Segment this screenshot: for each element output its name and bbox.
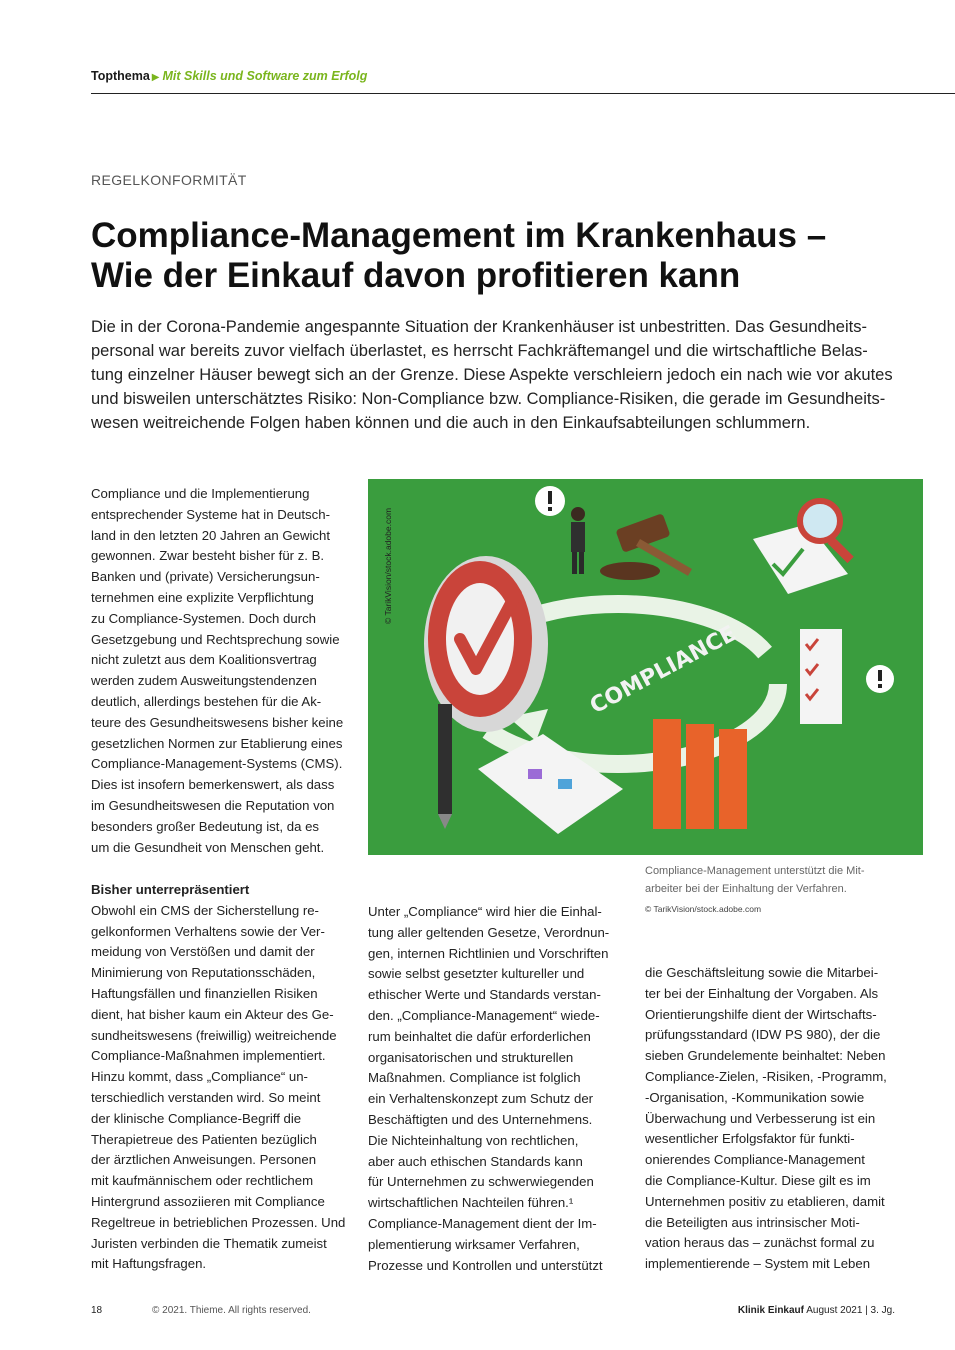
body-line: im Gesundheitswesen die Reputation von	[91, 797, 335, 813]
body-line: deutlich, allerdings bestehen für die Ak-	[91, 693, 322, 709]
column-1-section	[91, 880, 346, 1275]
body-line: Compliance-Management-Systems (CMS).	[91, 756, 343, 772]
body-line: land in den letzten 20 Jahren an Gewicht	[91, 527, 330, 543]
binders-icon	[653, 719, 747, 829]
body-line: Haftungsfällen und finanziellen Risiken	[91, 985, 318, 1001]
issue-info: August 2021 | 3. Jg.	[806, 1305, 895, 1316]
body-line: implementierende – System mit Leben	[645, 1256, 871, 1272]
body-line: Gesetzgebung und Rechtsprechung sowie	[91, 631, 340, 647]
lead-line: und bisweilen unterschätztes Risiko: Non-Compliance bzw. Compliance-Risiken, die gerade im Gesundheits-	[91, 390, 886, 408]
body-line: plementierung wirksamer Verfahren,	[368, 1236, 580, 1252]
body-line: onierendes Compliance-Management	[645, 1152, 865, 1168]
body-line: Hinzu kommt, dass „Compliance“ un-	[91, 1069, 308, 1085]
body-line: gewonnen. Zwar besteht bisher für z. B.	[91, 548, 325, 564]
illustration-svg	[368, 479, 923, 855]
body-line: ternehmen eine explizite Verpflichtung	[91, 589, 314, 605]
body-line: dient, hat bisher kaum ein Akteur des Ge-	[91, 1006, 334, 1022]
body-line: -Organisation, -Kommunikation sowie	[645, 1089, 865, 1105]
body-line: gen, internen Richtlinien und Vorschriften	[368, 945, 609, 961]
checklist-icon	[800, 629, 842, 724]
body-line: Prozesse und Kontrollen und unterstützt	[368, 1257, 603, 1273]
body-line: ter bei der Einhaltung der Vorgaben. Als	[645, 985, 879, 1001]
body-line: die Compliance-Kultur. Diese gilt es im	[645, 1172, 871, 1188]
column-3	[645, 963, 897, 1275]
body-line: zu Compliance-Systemen. Doch durch	[91, 610, 317, 626]
body-line: der klinische Compliance-Begriff die	[91, 1110, 302, 1126]
body-line: Minimierung von Reputationsschäden,	[91, 965, 316, 981]
body-line: Banken und (private) Versicherungsun-	[91, 569, 320, 585]
body-line: um die Gesundheit von Menschen geht.	[91, 839, 325, 855]
figure-caption	[645, 862, 900, 918]
body-line: ethischer Werte und Standards verstan-	[368, 987, 601, 1003]
body-line: rum beinhaltet die dafür erforderlichen	[368, 1028, 591, 1044]
article-title	[91, 216, 911, 296]
alert-bubble-icon	[535, 486, 565, 516]
title-line: Wie der Einkauf davon profitieren kann	[91, 256, 741, 295]
body-line: organisatorischen und strukturellen	[368, 1049, 574, 1065]
section-name: Topthema	[91, 69, 150, 83]
body-line: sundheitswesens (freiwillig) weitreichende	[91, 1027, 337, 1043]
credit-text: © TarikVision/stock.adobe.com	[383, 507, 393, 624]
caption-line: arbeiter bei der Einhaltung der Verfahren.	[645, 883, 847, 895]
alert-bubble-icon	[866, 665, 894, 693]
copyright: © 2021. Thieme. All rights reserved.	[152, 1305, 311, 1316]
lead-line: personal war bereits zuvor vielfach überlastet, es herrscht Fachkräftemangel und die wirtschaftliche Belas-	[91, 342, 868, 360]
body-line: entsprechender Systeme hat in Deutsch-	[91, 506, 330, 522]
compliance-illustration	[368, 479, 923, 855]
column-2	[368, 902, 618, 1276]
body-line: terschiedlich verstanden wird. So meint	[91, 1089, 321, 1105]
caption-credit: © TarikVision/stock.adobe.com	[645, 904, 762, 914]
image-credit-vertical	[373, 484, 393, 624]
body-line: Unternehmen positiv zu etablieren, damit	[645, 1193, 885, 1209]
body-line: nicht zuletzt aus dem Koalitionsvertrag	[91, 652, 317, 668]
arrow-icon: ▶	[151, 72, 160, 83]
body-line: Orientierungshilfe dient der Wirtschafts-	[645, 1006, 877, 1022]
body-line: der ärztlichen Anweisungen. Personen	[91, 1152, 317, 1168]
header-rule	[91, 93, 955, 94]
lead-line: tung einzelner Häuser bewegt sich an der Grenze. Diese Aspekte verschleiern jedoch ein nach wie vor akutes	[91, 366, 893, 384]
body-line: Überwachung und Verbesserung ist ein	[645, 1110, 876, 1126]
body-line: Die Nichteinhaltung von rechtlichen,	[368, 1132, 579, 1148]
body-line: aber auch ethischen Standards kann	[368, 1153, 583, 1169]
body-line: werden zudem Ausweitungstendenzen	[91, 673, 317, 689]
body-line: die Beteiligten aus intrinsischer Moti-	[645, 1214, 860, 1230]
body-line: prüfungsstandard (IDW PS 980), der die	[645, 1027, 881, 1043]
body-line: gelkonformen Verhaltens sowie der Ver-	[91, 923, 325, 939]
body-line: Compliance und die Implementierung	[91, 486, 310, 501]
body-line: Hintergrund assoziieren mit Compliance	[91, 1193, 325, 1209]
body-line: besonders großer Bedeutung ist, da es	[91, 818, 319, 834]
body-line: sowie selbst gesetzter kultureller und	[368, 966, 585, 982]
compliance-banner-text: COMPLIANCE	[586, 621, 741, 720]
title-line: Compliance-Management im Krankenhaus –	[91, 216, 827, 255]
body-line: tung aller geltenden Gesetze, Verordnun-	[368, 924, 610, 940]
body-line: den. „Compliance-Management“ wiede-	[368, 1007, 600, 1023]
lead-line: Die in der Corona-Pandemie angespannte Situation der Krankenhäuser ist unbestritten. Das Gesundheits-	[91, 318, 867, 336]
body-line: Unter „Compliance“ wird hier die Einhal-	[368, 904, 602, 919]
body-line: Maßnahmen. Compliance ist folglich	[368, 1070, 581, 1086]
body-line: meidung von Verstößen und damit der	[91, 944, 315, 960]
column-1-intro	[91, 484, 343, 858]
running-header	[91, 69, 367, 83]
body-line: Compliance-Management dient der Im-	[368, 1215, 597, 1231]
lead-paragraph	[91, 315, 901, 435]
body-line: gesetzlichen Normen zur Etablierung eines	[91, 735, 343, 751]
body-line: teure des Gesundheitswesens bisher keine	[91, 714, 344, 730]
body-line: ein Verhaltenskonzept zum Schutz der	[368, 1091, 594, 1107]
kicker: REGELKONFORMITÄT	[91, 172, 247, 188]
lead-line: wesen weitreichende Folgen haben können und die auch in den Einkaufsabteilungen schlummern.	[91, 414, 811, 432]
body-line: Juristen verbinden die Thematik zumeist	[91, 1235, 327, 1251]
body-line: Obwohl ein CMS der Sicherstellung re-	[91, 902, 319, 918]
body-line: vation heraus das – zunächst formal zu	[645, 1235, 875, 1251]
magazine-info	[738, 1305, 895, 1316]
body-line: Compliance-Maßnahmen implementiert.	[91, 1048, 326, 1064]
magazine-name: Klinik Einkauf	[737, 1305, 804, 1316]
body-line: sieben Grundelemente beinhaltet: Neben	[645, 1048, 886, 1064]
body-line: die Geschäftsleitung sowie die Mitarbei-	[645, 965, 879, 980]
body-line: Regeltreue in betrieblichen Prozessen. Und	[91, 1214, 346, 1230]
pen-icon	[438, 704, 452, 829]
body-line: wesentlicher Erfolgsfaktor für funkti-	[645, 1131, 855, 1147]
body-line: mit Haftungsfragen.	[91, 1256, 207, 1272]
body-line: Beschäftigten und des Unternehmens.	[368, 1111, 593, 1127]
section-subheading: Bisher unterrepräsentiert	[91, 882, 250, 897]
caption-line: Compliance-Management unterstützt die Mit-	[645, 865, 865, 877]
body-line: Compliance-Zielen, -Risiken, -Programm,	[645, 1068, 887, 1084]
body-line: wirtschaftlichen Nachteilen führen.¹	[368, 1195, 574, 1211]
section-subtitle: Mit Skills und Software zum Erfolg	[162, 69, 368, 83]
body-line: mit kaufmännischem oder rechtlichem	[91, 1173, 314, 1189]
body-line: Therapietreue des Patienten bezüglich	[91, 1131, 317, 1147]
body-line: für Unternehmen zu schwerwiegenden	[368, 1174, 594, 1190]
page-number: 18	[91, 1305, 103, 1316]
body-line: Dies ist insofern bemerkenswert, als dass	[91, 777, 335, 793]
